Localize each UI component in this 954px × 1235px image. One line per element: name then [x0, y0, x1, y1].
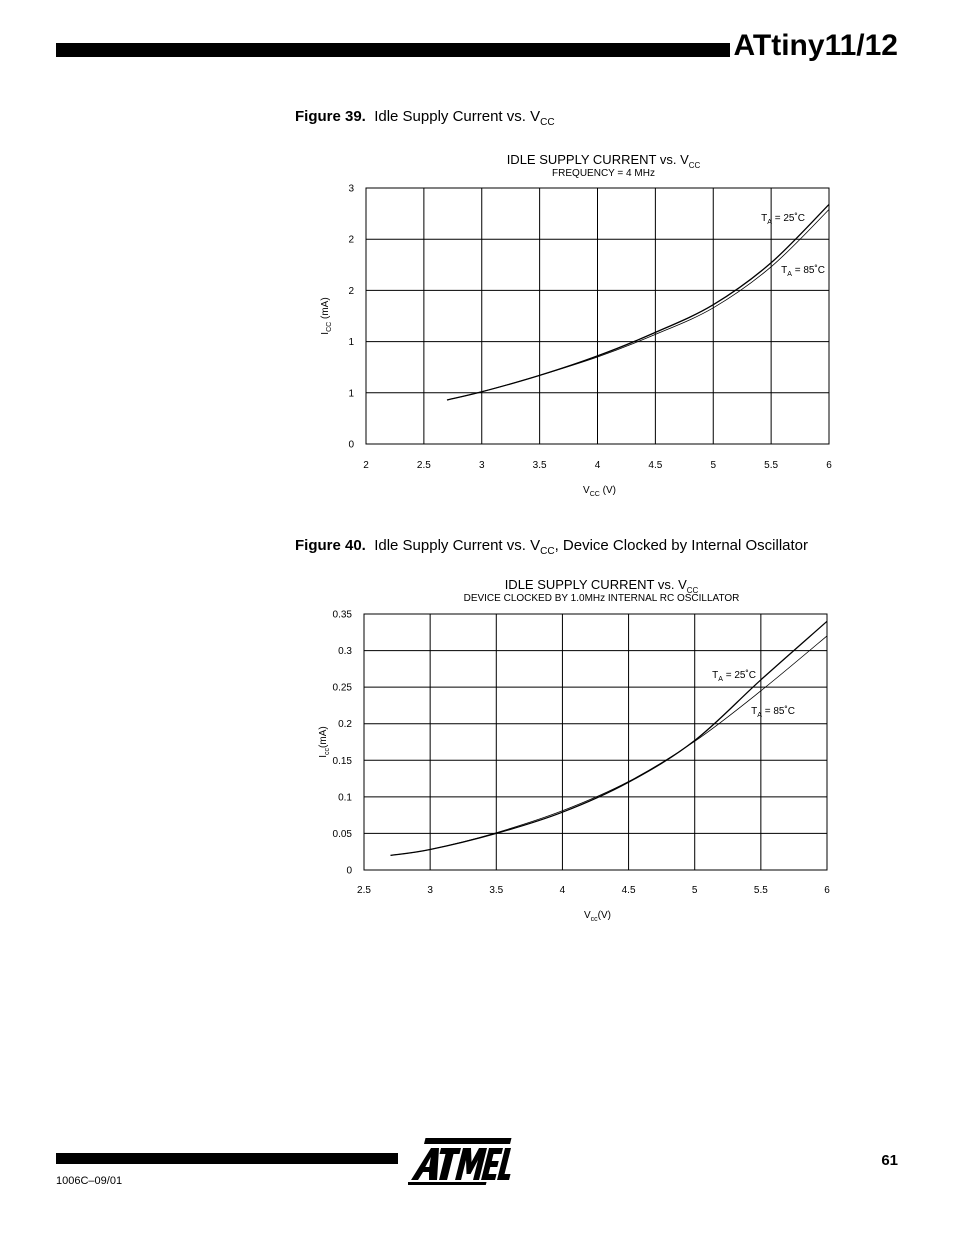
y-tick-label: 0.1: [338, 792, 352, 804]
figure-40-label: Figure 40.: [295, 537, 366, 554]
x-tick-label: 5.5: [753, 885, 768, 896]
y-tick-label: 0.3: [338, 646, 352, 658]
figure-39-caption: [295, 108, 555, 128]
chart-idle-current-4mhz: [0, 145, 954, 498]
series-label-1: $T_A$ = 25˚C: [761, 213, 805, 226]
x-tick-label: 5: [710, 460, 717, 471]
series-line-2: [447, 210, 829, 401]
figure-39-label: Figure 39.: [295, 108, 366, 125]
x-tick-label: 2.5: [416, 460, 431, 471]
x-tick-label: 6: [826, 460, 832, 471]
chart-subtitle: FREQUENCY = 4 MHz: [552, 168, 655, 179]
y-tick-label: 0.25: [332, 682, 352, 694]
x-tick-label: 2: [363, 460, 369, 471]
y-tick-label: 2: [348, 234, 354, 246]
x-tick-label: 3: [427, 885, 433, 896]
x-tick-label: 4: [559, 885, 566, 896]
series-label-1: $T_A$ = 25˚C: [712, 670, 756, 683]
document-title: ATtiny11/12: [733, 29, 898, 62]
atmel-logo: [408, 1136, 512, 1186]
x-axis-label: $V_{cc}(V)$: [583, 910, 612, 923]
chart-title: IDLE SUPPLY CURRENT vs. $V_{CC}$: [506, 152, 701, 170]
y-tick-label: 0.15: [332, 755, 352, 767]
x-tick-label: 3.5: [489, 885, 504, 896]
chart-idle-current-rc-oscillator: [0, 570, 954, 930]
x-tick-label: 2.5: [357, 885, 371, 896]
x-tick-label: 5.5: [764, 460, 779, 471]
figure-40-caption-sub: CC: [540, 546, 555, 557]
page-number: 61: [881, 1152, 898, 1169]
series-line-1: [391, 621, 828, 855]
y-tick-label: 1: [348, 337, 354, 349]
chart-subtitle: DEVICE CLOCKED BY 1.0MHz INTERNAL RC OSCILLATOR: [463, 593, 740, 604]
series-line-1: [447, 204, 829, 400]
x-tick-label: 4.5: [648, 460, 663, 471]
series-label-2: $T_A$ = 85˚C: [781, 265, 825, 278]
plot-frame: [364, 614, 827, 870]
x-tick-label: 3.5: [532, 460, 547, 471]
y-tick-label: 0: [348, 439, 354, 451]
series-label-2: $T_A$ = 85˚C: [751, 706, 795, 719]
header-rule: [56, 43, 730, 57]
series-line-2: [391, 636, 828, 856]
figure-40-caption-tail: , Device Clocked by Internal Oscillator: [554, 537, 809, 554]
x-tick-label: 4: [594, 460, 601, 471]
figure-40-caption-text: Idle Supply Current vs. V: [374, 537, 541, 554]
y-tick-label: 0.35: [332, 609, 352, 621]
figure-39-caption-sub: CC: [540, 117, 555, 128]
x-tick-label: 3: [478, 460, 485, 471]
y-tick-label: 1: [348, 388, 354, 400]
y-axis-label: $I_{cc}(mA)$: [318, 726, 331, 758]
document-number: 1006C–09/01: [56, 1175, 123, 1187]
figure-39-caption-text: Idle Supply Current vs. V: [374, 108, 541, 125]
x-tick-label: 5: [691, 885, 698, 896]
y-tick-label: 2: [348, 285, 354, 297]
chart-title: IDLE SUPPLY CURRENT vs. $V_{CC}$: [504, 577, 699, 595]
x-tick-label: 6: [824, 885, 830, 896]
y-tick-label: 0.2: [338, 719, 352, 731]
y-axis-label: $I_{CC}$ (mA): [320, 297, 333, 335]
x-axis-label: $V_{CC}$ (V): [583, 485, 616, 498]
y-tick-label: 0: [346, 865, 352, 877]
footer-rule: [56, 1153, 398, 1164]
x-tick-label: 4.5: [621, 885, 636, 896]
y-tick-label: 0.05: [332, 828, 352, 840]
y-tick-label: 3: [348, 183, 354, 195]
figure-40-caption: [295, 537, 808, 557]
